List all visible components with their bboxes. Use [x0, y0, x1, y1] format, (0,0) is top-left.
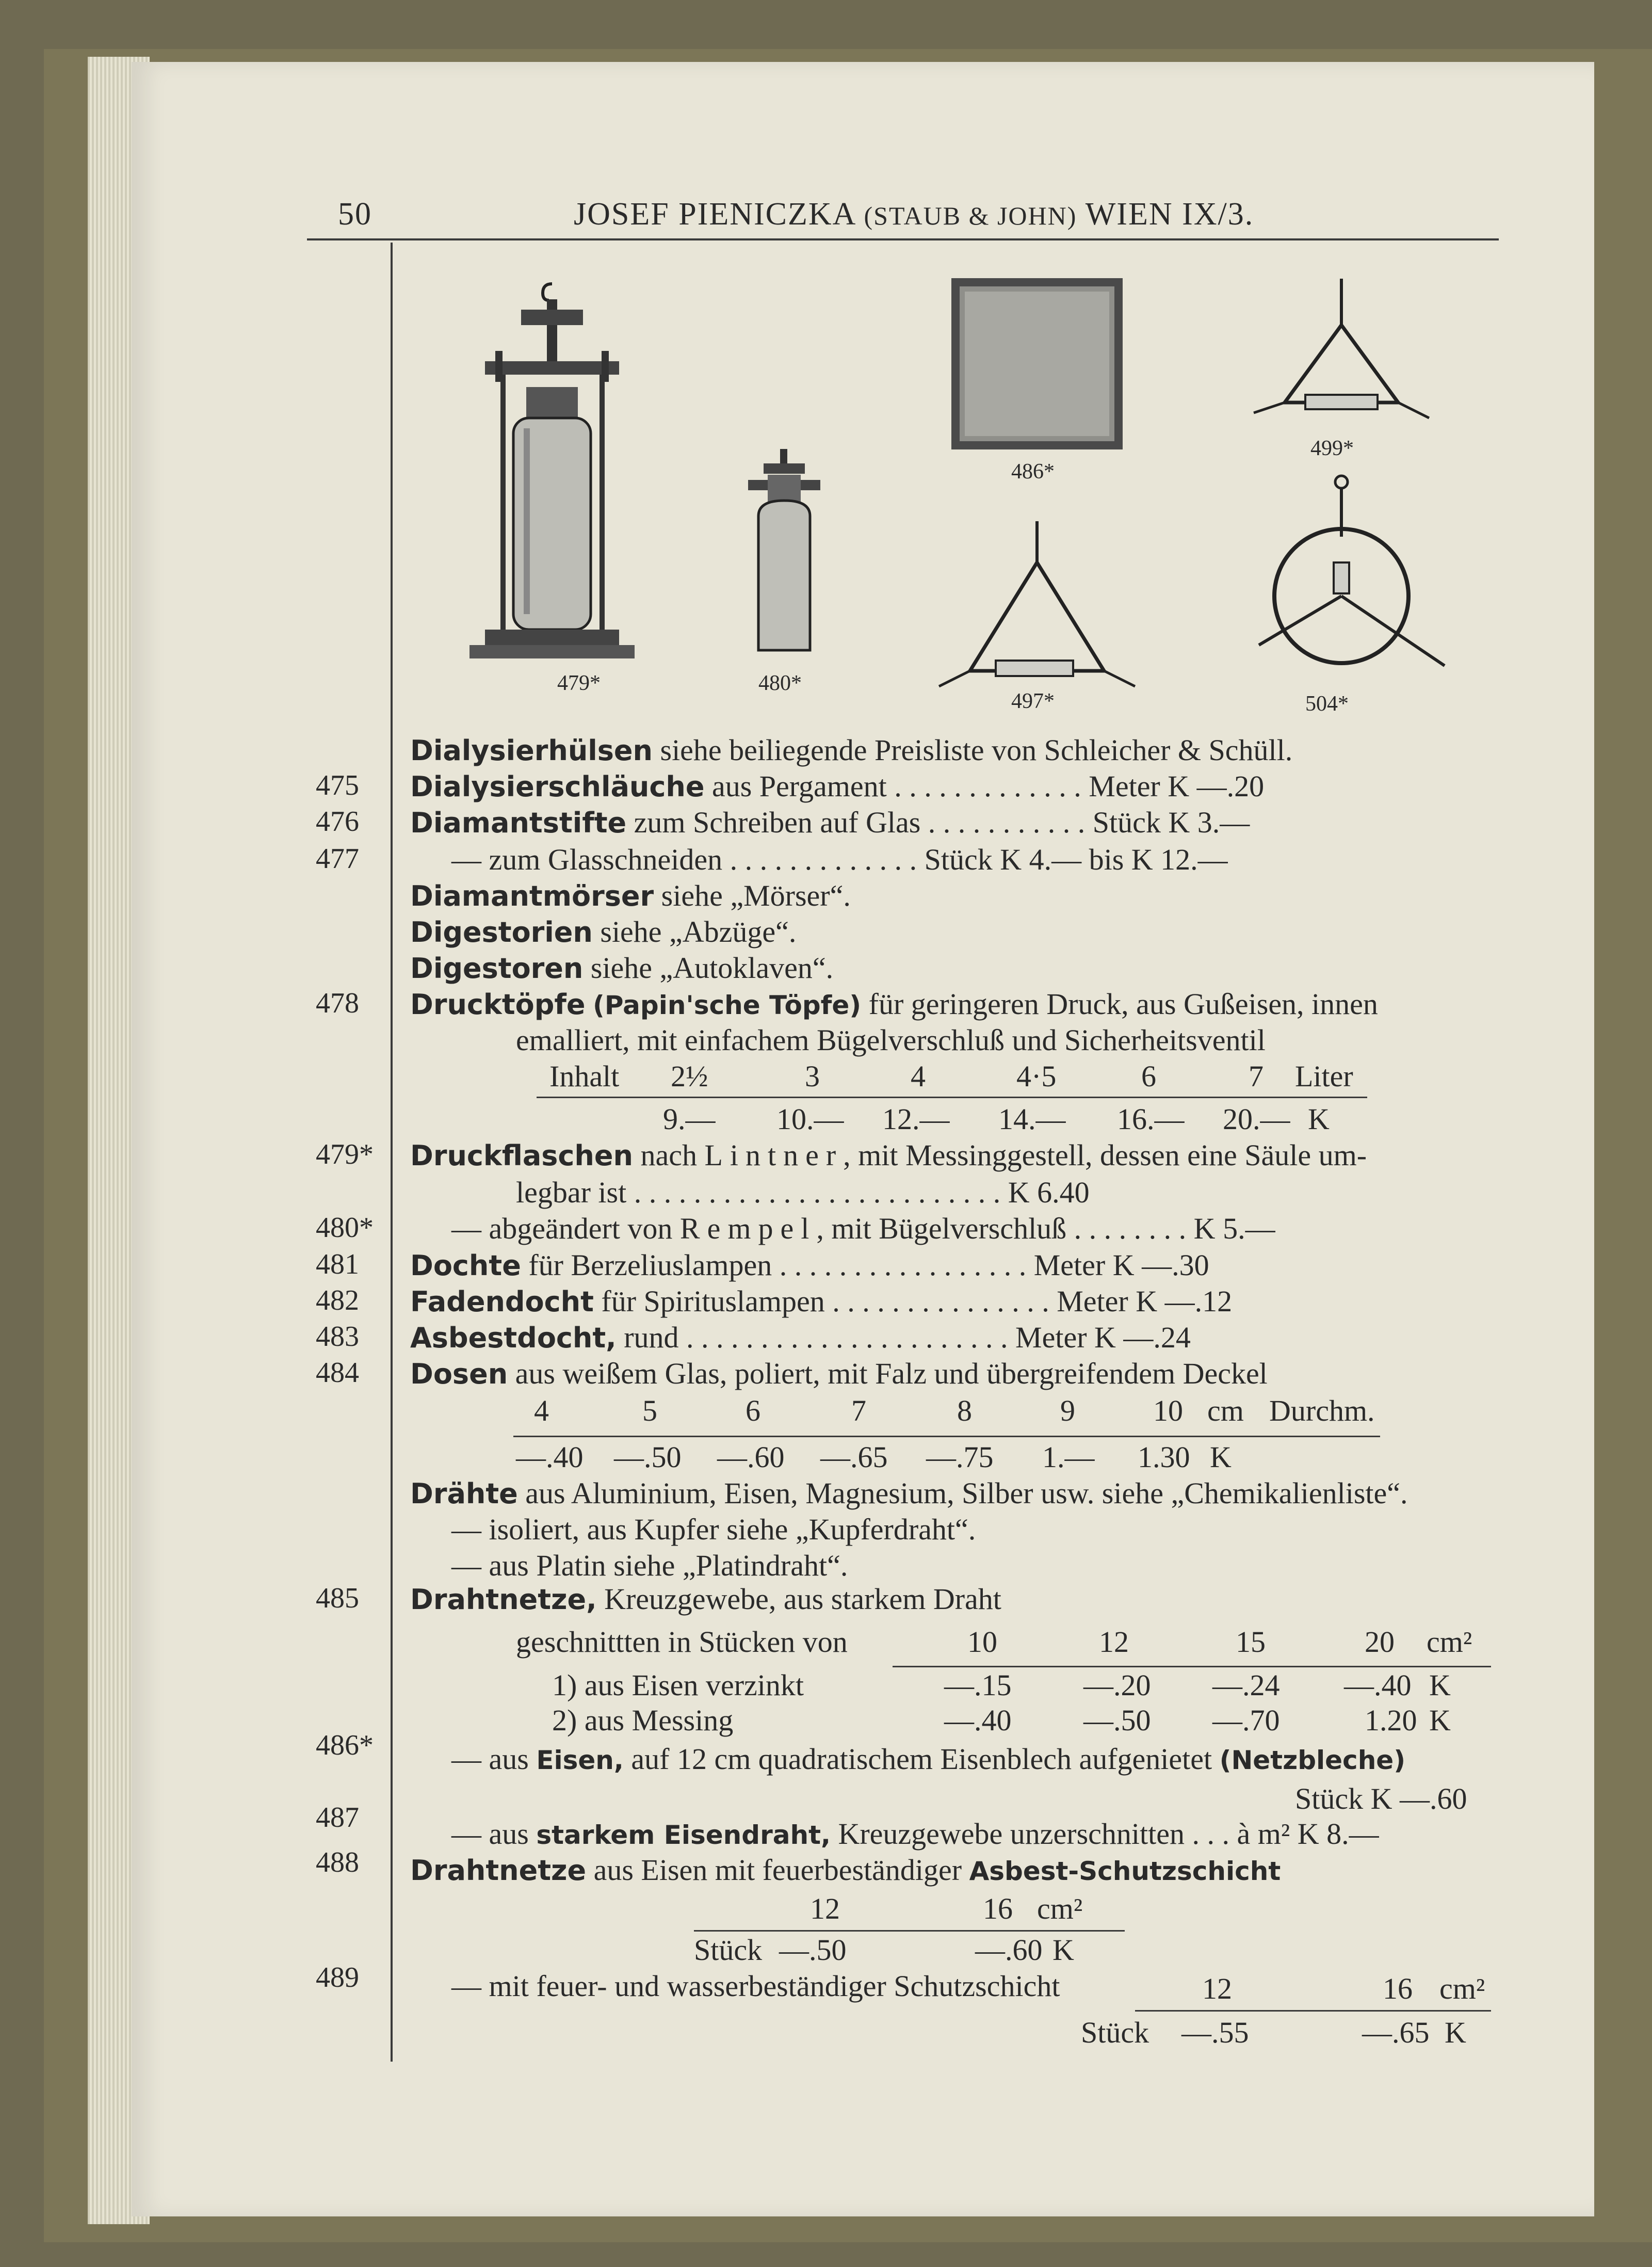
entry-netzbleche-price: Stück K —.60 — [1295, 1782, 1467, 1815]
table-head-cell: 10 — [967, 1625, 997, 1659]
entry-kupferdraht: — isoliert, aus Kupfer siehe „Kupferdraht“. — [451, 1513, 976, 1546]
table-cell: K — [1308, 1102, 1330, 1136]
entry-fadendocht: Fadendocht für Spirituslampen . . . . . . . . . . . . . . . Meter K —.12 — [410, 1284, 1233, 1318]
item-number: 482 — [316, 1284, 359, 1316]
item-number: 477 — [316, 843, 359, 875]
item-number: 480* — [316, 1212, 374, 1244]
table-cell: 9.— — [663, 1102, 716, 1136]
table-head-cell: 15 — [1236, 1625, 1266, 1659]
table-cell: Stück — [694, 1933, 763, 1967]
table-head-cell: 4·5 — [1016, 1059, 1057, 1093]
table-cell: 1.20 — [1365, 1703, 1417, 1737]
table-head-cell: 3 — [805, 1059, 820, 1093]
item-number: 486* — [316, 1729, 374, 1761]
figure-caption-486: 486* — [1011, 460, 1055, 484]
entry-digestorien: Digestorien siehe „Abzüge“. — [410, 915, 797, 948]
table-cell: 1.30 — [1138, 1440, 1190, 1474]
table-rule — [1135, 2010, 1491, 2012]
entry-dialysierhuelsen: Dialysierhülsen siehe beiliegende Preisliste von Schleicher & Schüll. — [410, 733, 1293, 767]
table-cell: —.50 — [779, 1933, 847, 1967]
table-head-cell: 2½ — [671, 1059, 708, 1093]
item-number: 475 — [316, 769, 359, 801]
entry-abgeaendert: — abgeändert von Rempel, mit Bügelverschluß . . . . . . . . K 5.— — [451, 1212, 1275, 1245]
table-cell: 10.— — [776, 1102, 844, 1136]
entry-diamantstifte: Diamantstifte zum Schreiben auf Glas . . . . . . . . . . . Stück K 3.— — [410, 806, 1250, 839]
table-cell: —.60 — [717, 1440, 785, 1474]
table-head-cell: cm² — [1439, 1972, 1485, 2005]
table-cell: K — [1429, 1668, 1451, 1702]
table-head-cell: cm — [1207, 1394, 1244, 1427]
entry-eisendraht: — aus starkem Eisendraht, Kreuzgewebe unzerschnitten . . . à m² K 8.— — [451, 1817, 1379, 1851]
wire-triangle-illustration-499 — [1254, 279, 1429, 428]
table-cell: —.24 — [1212, 1668, 1280, 1702]
table-cell: —.65 — [1362, 2016, 1430, 2049]
table-cell: K — [1052, 1933, 1074, 1967]
item-number: 484 — [316, 1357, 359, 1389]
table-head-cell: cm² — [1427, 1625, 1472, 1659]
table-cell: K — [1445, 2016, 1466, 2049]
table-cell: —.65 — [820, 1440, 888, 1474]
entry-diamantmoerser: Diamantmörser siehe „Mörser“. — [410, 879, 851, 912]
entry-dosen: Dosen aus weißem Glas, poliert, mit Falz und übergreifendem Deckel — [410, 1357, 1268, 1390]
table-cell: —.50 — [614, 1440, 682, 1474]
entry-drucktoepfe: Drucktöpfe (Papin'sche Töpfe) für geringeren Druck, aus Gußeisen, innen — [410, 987, 1378, 1021]
entry-druckflaschen-line2: legbar ist . . . . . . . . . . . . . . . . . . . . . . . . . K 6.40 — [516, 1176, 1090, 1209]
table-cell: —.70 — [1212, 1703, 1280, 1737]
entry-dialysierschlaeuche: Dialysierschläuche aus Pergament . . . . . . . . . . . . . Meter K —.20 — [410, 769, 1265, 803]
item-number: 478 — [316, 987, 359, 1019]
table-cell: —.15 — [944, 1668, 1012, 1702]
table-cell: —.20 — [1083, 1668, 1151, 1702]
table-head-cell: 10 — [1153, 1394, 1183, 1427]
header-rule — [307, 238, 1499, 240]
table-cell: —.50 — [1083, 1703, 1151, 1737]
table-cell: K — [1210, 1440, 1232, 1474]
table-cell: —.40 — [944, 1703, 1012, 1737]
table-cell: —.60 — [975, 1933, 1043, 1967]
entry-draehte: Drähte aus Aluminium, Eisen, Magnesium, Silber usw. siehe „Chemikalienliste“. — [410, 1476, 1408, 1510]
table-head-cell: 5 — [642, 1394, 657, 1427]
entry-druckflaschen: Druckflaschen nach Lintner, mit Messinggestell, dessen eine Säule um- — [410, 1138, 1367, 1172]
table-cell: Stück — [1081, 2016, 1149, 2049]
table-cell: 14.— — [998, 1102, 1066, 1136]
table-head-cell: 6 — [746, 1394, 760, 1427]
item-number: 483 — [316, 1321, 359, 1353]
figure-caption-504: 504* — [1305, 692, 1349, 716]
table-head-cell: 4 — [534, 1394, 549, 1427]
table-rule — [537, 1097, 1367, 1098]
table-head-cell: 4 — [911, 1059, 926, 1093]
entry-dochte: Dochte für Berzeliuslampen . . . . . . . . . . . . . . . . . Meter K —.30 — [410, 1248, 1209, 1282]
table-rule — [893, 1666, 1491, 1667]
table-head-cell: Liter — [1295, 1059, 1353, 1093]
entry-drahtnetze-asbest: Drahtnetze aus Eisen mit feuerbeständiger Asbest-Schutzschicht — [410, 1853, 1281, 1887]
table-cell: 1.— — [1042, 1440, 1095, 1474]
table-head-cell: 20 — [1365, 1625, 1395, 1659]
ring-support-illustration — [1238, 475, 1455, 692]
row-label: 1) aus Eisen verzinkt — [552, 1668, 804, 1702]
table-head-cell: 8 — [957, 1394, 972, 1427]
figure-caption-480: 480* — [758, 671, 802, 695]
column-rule — [391, 243, 393, 2062]
entry-platindraht: — aus Platin siehe „Platindraht“. — [451, 1549, 848, 1582]
table-cell: 20.— — [1223, 1102, 1290, 1136]
item-number: 485 — [316, 1582, 359, 1614]
entry-netzbleche: — aus Eisen, auf 12 cm quadratischem Eisenblech aufgenietet (Netzbleche) — [451, 1742, 1406, 1776]
figure-caption-497: 497* — [1011, 689, 1055, 713]
wire-triangle-illustration-497 — [939, 521, 1135, 692]
table-head-cell: 16 — [1383, 1972, 1413, 2005]
entry-drahtnetze: Drahtnetze, Kreuzgewebe, aus starkem Draht — [410, 1582, 1001, 1616]
table-head-cell: 12 — [1099, 1625, 1129, 1659]
table-rule — [694, 1930, 1125, 1932]
entry-geschnitten: geschnittten in Stücken von — [516, 1625, 848, 1659]
row-label: 2) aus Messing — [552, 1703, 734, 1737]
table-cell: —.55 — [1181, 2016, 1249, 2049]
table-cell: —.75 — [926, 1440, 994, 1474]
entry-asbestdocht: Asbestdocht, rund . . . . . . . . . . . . . . . . . . . . . . Meter K —.24 — [410, 1321, 1191, 1354]
wire-net-illustration — [949, 276, 1125, 452]
table-head-cell: 12 — [810, 1892, 840, 1925]
item-number: 479* — [316, 1138, 374, 1170]
figure-caption-499: 499* — [1310, 437, 1354, 460]
entry-schutzschicht: — mit feuer- und wasserbeständiger Schutzschicht — [451, 1969, 1060, 2003]
table-cell: —.40 — [516, 1440, 584, 1474]
table-cell: 16.— — [1117, 1102, 1185, 1136]
table-head-cell: cm² — [1037, 1892, 1083, 1925]
press-apparatus-illustration — [464, 274, 640, 666]
item-number: 476 — [316, 806, 359, 838]
table-cell: 12.— — [882, 1102, 950, 1136]
entry-drucktoepfe-line2: emalliert, mit einfachem Bügelverschluß und Sicherheitsventil — [516, 1023, 1266, 1057]
table-head-cell: 6 — [1141, 1059, 1156, 1093]
table-head-cell: 16 — [983, 1892, 1013, 1925]
table-head-cell: Durchm. — [1269, 1394, 1375, 1427]
item-number: 487 — [316, 1802, 359, 1834]
table-head-cell: 7 — [1249, 1059, 1264, 1093]
table-rule — [513, 1436, 1380, 1437]
page-number: 50 — [338, 197, 372, 232]
item-number: 489 — [316, 1961, 359, 1993]
entry-glasschneiden: — zum Glasschneiden . . . . . . . . . . . . . Stück K 4.— bis K 12.— — [451, 843, 1228, 876]
table-cell: —.40 — [1344, 1668, 1412, 1702]
item-number: 488 — [316, 1846, 359, 1878]
table-head-cell: 7 — [851, 1394, 866, 1427]
figure-caption-479: 479* — [557, 671, 601, 695]
item-number: 481 — [316, 1248, 359, 1280]
entry-digestoren: Digestoren siehe „Autoklaven“. — [410, 951, 834, 985]
table-head-cell: 9 — [1060, 1394, 1075, 1427]
page-header: JOSEF PIENICZKA (STAUB & JOHN) WIEN IX/3. — [574, 197, 1254, 232]
table-cell: K — [1429, 1703, 1451, 1737]
pressure-bottle-illustration — [733, 449, 836, 655]
table-head-cell: 12 — [1202, 1972, 1232, 2005]
table-head-cell: Inhalt — [549, 1059, 620, 1093]
